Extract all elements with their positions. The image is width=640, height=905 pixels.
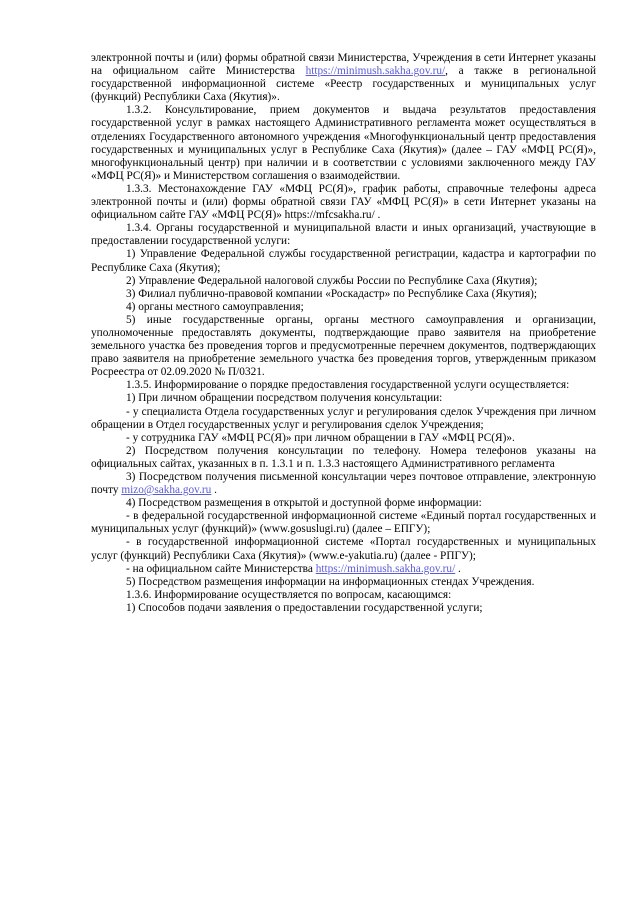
- paragraph-1-3-3: 1.3.3. Местонахождение ГАУ «МФЦ РС(Я)», график работы, справочные телефоны адреса электронной почты и (или) формы обратной связи ГАУ «МФЦ РС(Я)» в сети Интернет указаны на официальном сайте ГАУ «МФЦ РС(Я)» https://mfcsakha.ru/ .: [91, 182, 596, 222]
- ministry-site-link[interactable]: https://minimush.sakha.gov.ru/: [305, 65, 446, 78]
- list-item-1-3-5-4a: - в федеральной государственной информационной системе «Единый портал государственных и муниципальных услуг (функций)» (www.gosuslugi.ru) (далее – ЕПГУ);: [91, 510, 596, 536]
- list-item-1-3-5-1: 1) При личном обращении посредством получения консультации:: [126, 392, 443, 405]
- paragraph-1-3-5: 1.3.5. Информирование о порядке предоставления государственной услуги осуществляется:: [126, 379, 570, 392]
- list-item-1-3-4-1: 1) Управление Федеральной службы государственной регистрации, кадастра и картографии по Республике Саха (Якутия);: [91, 248, 596, 274]
- list-item-1-3-5-4: 4) Посредством размещения в открытой и доступной форме информации:: [126, 497, 482, 510]
- document-page: [91, 52, 596, 615]
- paragraph-contacts: электронной почты и (или) формы обратной связи Министерства, Учреждения в сети Интернет указаны на официальном сайте Министерства https://minimush.sakha.gov.ru/, а также в региональной государственной информационной системе «Реестр государственных и муниципальных услуг (функций) Республики Саха (Якутия)».: [91, 52, 596, 104]
- list-item-1-3-5-1b: - у сотрудника ГАУ «МФЦ РС(Я)» при личном обращении в ГАУ «МФЦ РС(Я)».: [126, 431, 515, 444]
- list-item-1-3-5-5: 5) Посредством размещения информации на информационных стендах Учреждения.: [126, 575, 535, 588]
- paragraph-1-3-2: 1.3.2. Консультирование, прием документов и выдача результатов предоставления государственной услуг в рамках настоящего Административного регламента может осуществляться в отделениях Государственного автономного учреждения «Многофункциональный центр предоставления государственных и муниципальных услуг в Республике Саха (Якутия)» (далее – ГАУ «МФЦ РС(Я)», многофункциональный центр) при наличии и в соответствии с условиями заключенного между ГАУ «МФЦ РС(Я)» и Министерством соглашения о взаимодействии.: [91, 104, 596, 182]
- list-item-1-3-4-4: 4) органы местного самоуправления;: [126, 300, 304, 313]
- list-item-1-3-5-2: 2) Посредством получения консультации по телефону. Номера телефонов указаны на официальных сайтах, указанных в п. 1.3.1 и п. 1.3.3 настоящего Административного регламента: [91, 444, 596, 470]
- list-item-1-3-5-3: 3) Посредством получения письменной консультации через почтовое отправление, электронную почту mizo@sakha.gov.ru .: [91, 471, 596, 497]
- ministry-site-link-2[interactable]: https://minimush.sakha.gov.ru/: [315, 562, 456, 575]
- list-item-1-3-4-3: 3) Филиал публично-правовой компании «Роскадастр» по Республике Саха (Якутия);: [126, 287, 538, 300]
- list-item-1-3-5-1a: - у специалиста Отдела государственных услуг и регулирования сделок Учреждения при личном обращении в Отдел государственных услуг и регулирования сделок Учреждения;: [91, 405, 596, 431]
- list-item-1-3-6-1: 1) Способов подачи заявления о предоставлении государственной услуги;: [126, 601, 483, 614]
- paragraph-1-3-4: 1.3.4. Органы государственной и муниципальной власти и иных организаций, участвующие в предоставлении государственной услуги:: [91, 222, 596, 248]
- email-link[interactable]: mizo@sakha.gov.ru: [121, 484, 212, 497]
- list-item-1-3-4-2: 2) Управление Федеральной налоговой службы России по Республике Саха (Якутия);: [126, 274, 538, 287]
- list-item-1-3-4-5: 5) иные государственные органы, органы местного самоуправления и организации, уполномоченные предоставлять документы, подтверждающие право заявителя на приобретение земельного участка без проведения торгов и предусмотренные перечнем документов, подтверждающих право заявителя на приобретение земельного участка без проведения торгов, утвержденным приказом Росреестра от 02.09.2020 № П/0321.: [91, 313, 596, 379]
- list-item-1-3-5-4c: - на официальном сайте Министерства https://minimush.sakha.gov.ru/ .: [126, 562, 461, 575]
- list-item-1-3-5-4b: - в государственной информационной системе «Портал государственных и муниципальных услуг (функций) Республики Саха (Якутия)» (www.e-yakutia.ru) (далее - РПГУ);: [91, 536, 596, 562]
- paragraph-1-3-6: 1.3.6. Информирование осуществляется по вопросам, касающимся:: [126, 588, 452, 601]
